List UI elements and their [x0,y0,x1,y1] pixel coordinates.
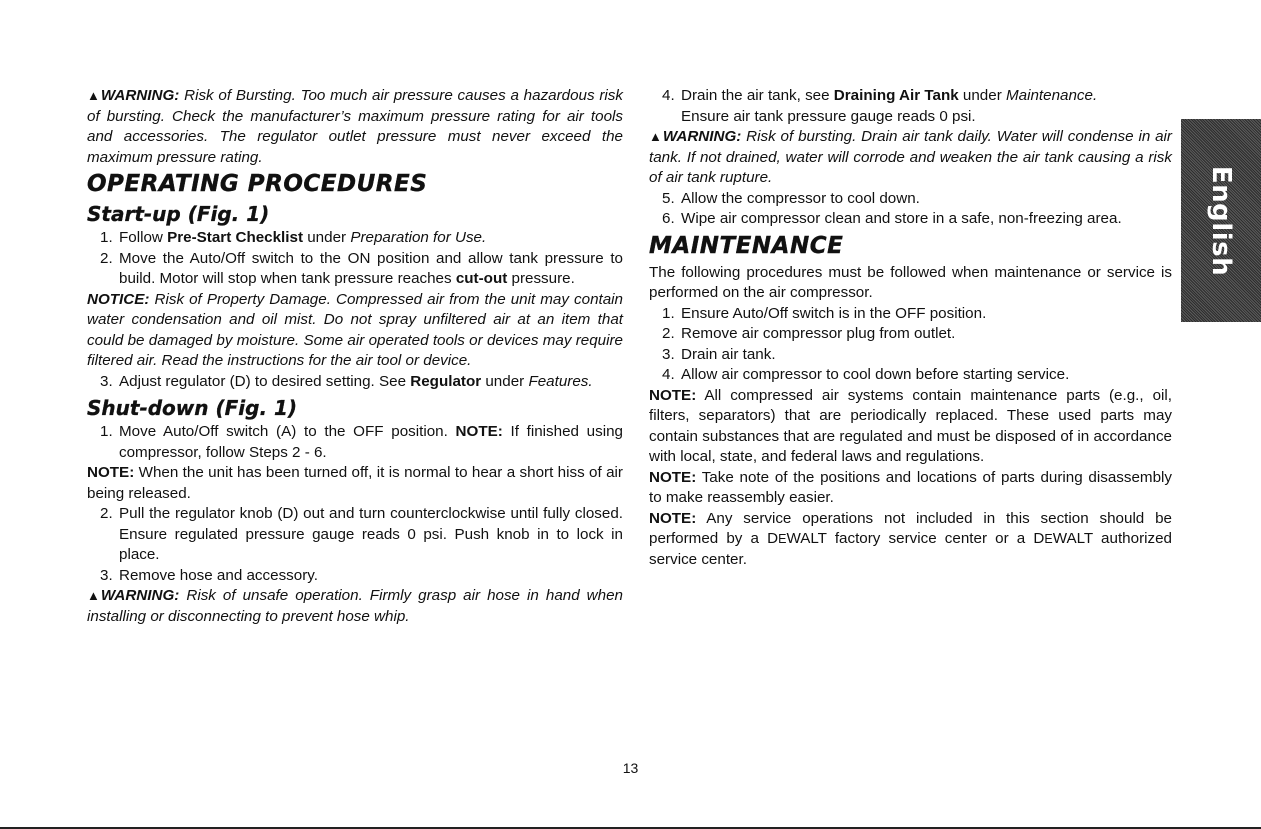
list-item: 3. Drain air tank. [662,345,776,363]
note-service-center: NOTE: Any service operations not included in this section should be performed by a DEWALT factory service center or a DEWALT authorized service center. [649,509,1172,568]
warning-unsafe-operation: ▲WARNING: Risk of unsafe operation. Firmly grasp air hose in hand when installing or disconnecting to prevent hose whip. [87,587,623,625]
list-item: 5. Allow the compressor to cool down. [662,189,920,207]
shut-down-steps-continued [87,504,623,586]
list-item: 2. Move the Auto/Off switch to the ON position and allow tank pressure to build. Motor will stop when tank pressure reaches cut-out pressure. [100,249,623,287]
heading-shut-down: Shut-down (Fig. 1) [87,396,298,420]
list-item: 2. Remove air compressor plug from outlet. [662,325,956,342]
shut-down-steps [87,422,623,463]
maintenance-steps [649,304,1172,386]
note-disassembly: NOTE: Take note of the positions and locations of parts during disassembly to make reassembly easier. [649,468,1172,506]
note-hiss: NOTE: When the unit has been turned off, it is normal to hear a short hiss of air being released. [87,464,623,502]
list-item: 6. Wipe air compressor clean and store in a safe, non-freezing area. [662,210,1122,227]
language-tab-label: English [1206,165,1236,276]
right-column [649,86,1172,570]
note-maintenance-parts: NOTE: All compressed air systems contain maintenance parts (e.g., oil, filters, separators) that are periodically replaced. These used parts may contain substances that are regulated and must be disposed of in accordance with local, state, and federal laws and regulations. [649,386,1172,465]
start-up-steps [87,228,623,290]
notice-property-damage: NOTICE: Risk of Property Damage. Compressed air from the unit may contain water condensation and oil mist. Do not spray unfiltered air at an item that could be damaged by moisture. Some air operated tools or devices may require filtered air. Read the instructions for the air tool or device. [87,290,623,369]
start-up-steps-continued [87,372,623,393]
heading-operating-procedures: OPERATING PROCEDURES [87,171,428,197]
list-item: 1. Follow Pre-Start Checklist under Preparation for Use. [100,229,487,246]
list-item: 4. Allow air compressor to cool down before starting service. [662,366,1070,383]
heading-start-up: Start-up (Fig. 1) [87,202,270,226]
list-item: 3. Remove hose and accessory. [100,566,318,584]
maintenance-intro: The following procedures must be followed when maintenance or service is performed on the air compressor. [649,263,1172,301]
list-item: 4. Drain the air tank, see Draining Air Tank under Maintenance. Ensure air tank pressure gauge reads 0 psi. [662,87,1098,125]
warning-drain-daily: ▲WARNING: Risk of bursting. Drain air tank daily. Water will condense in air tank. If not drained, water will corrode and weaken the air tank causing a risk of air tank rupture. [649,128,1172,186]
page-number: 13 [622,760,639,776]
language-side-tab [1181,119,1261,322]
warning-burst: ▲WARNING: Risk of Bursting. Too much air pressure causes a hazardous risk of bursting. Check the manufacturer’s maximum pressure rating for air tools and accessories. The regulator outlet pressure must never exceed the maximum pressure rating. [87,87,623,166]
list-item: 2. Pull the regulator knob (D) out and turn counterclockwise until fully closed. Ensure regulated pressure gauge reads 0 psi. Push knob in to lock in place. [100,505,623,563]
heading-maintenance: MAINTENANCE [649,232,844,259]
list-item: 1. Move Auto/Off switch (A) to the OFF position. NOTE: If finished using compressor, follow Steps 2 - 6. [100,423,623,461]
shut-down-steps-right [649,86,1172,127]
shut-down-steps-final [649,189,1172,230]
list-item: 1. Ensure Auto/Off switch is in the OFF position. [662,304,987,322]
warning-triangle-icon: ▲ [649,129,662,144]
list-item: 3. Adjust regulator (D) to desired setting. See Regulator under Features. [100,372,593,390]
warning-triangle-icon: ▲ [87,588,100,603]
warning-triangle-icon: ▲ [87,88,100,103]
left-column [87,86,623,627]
